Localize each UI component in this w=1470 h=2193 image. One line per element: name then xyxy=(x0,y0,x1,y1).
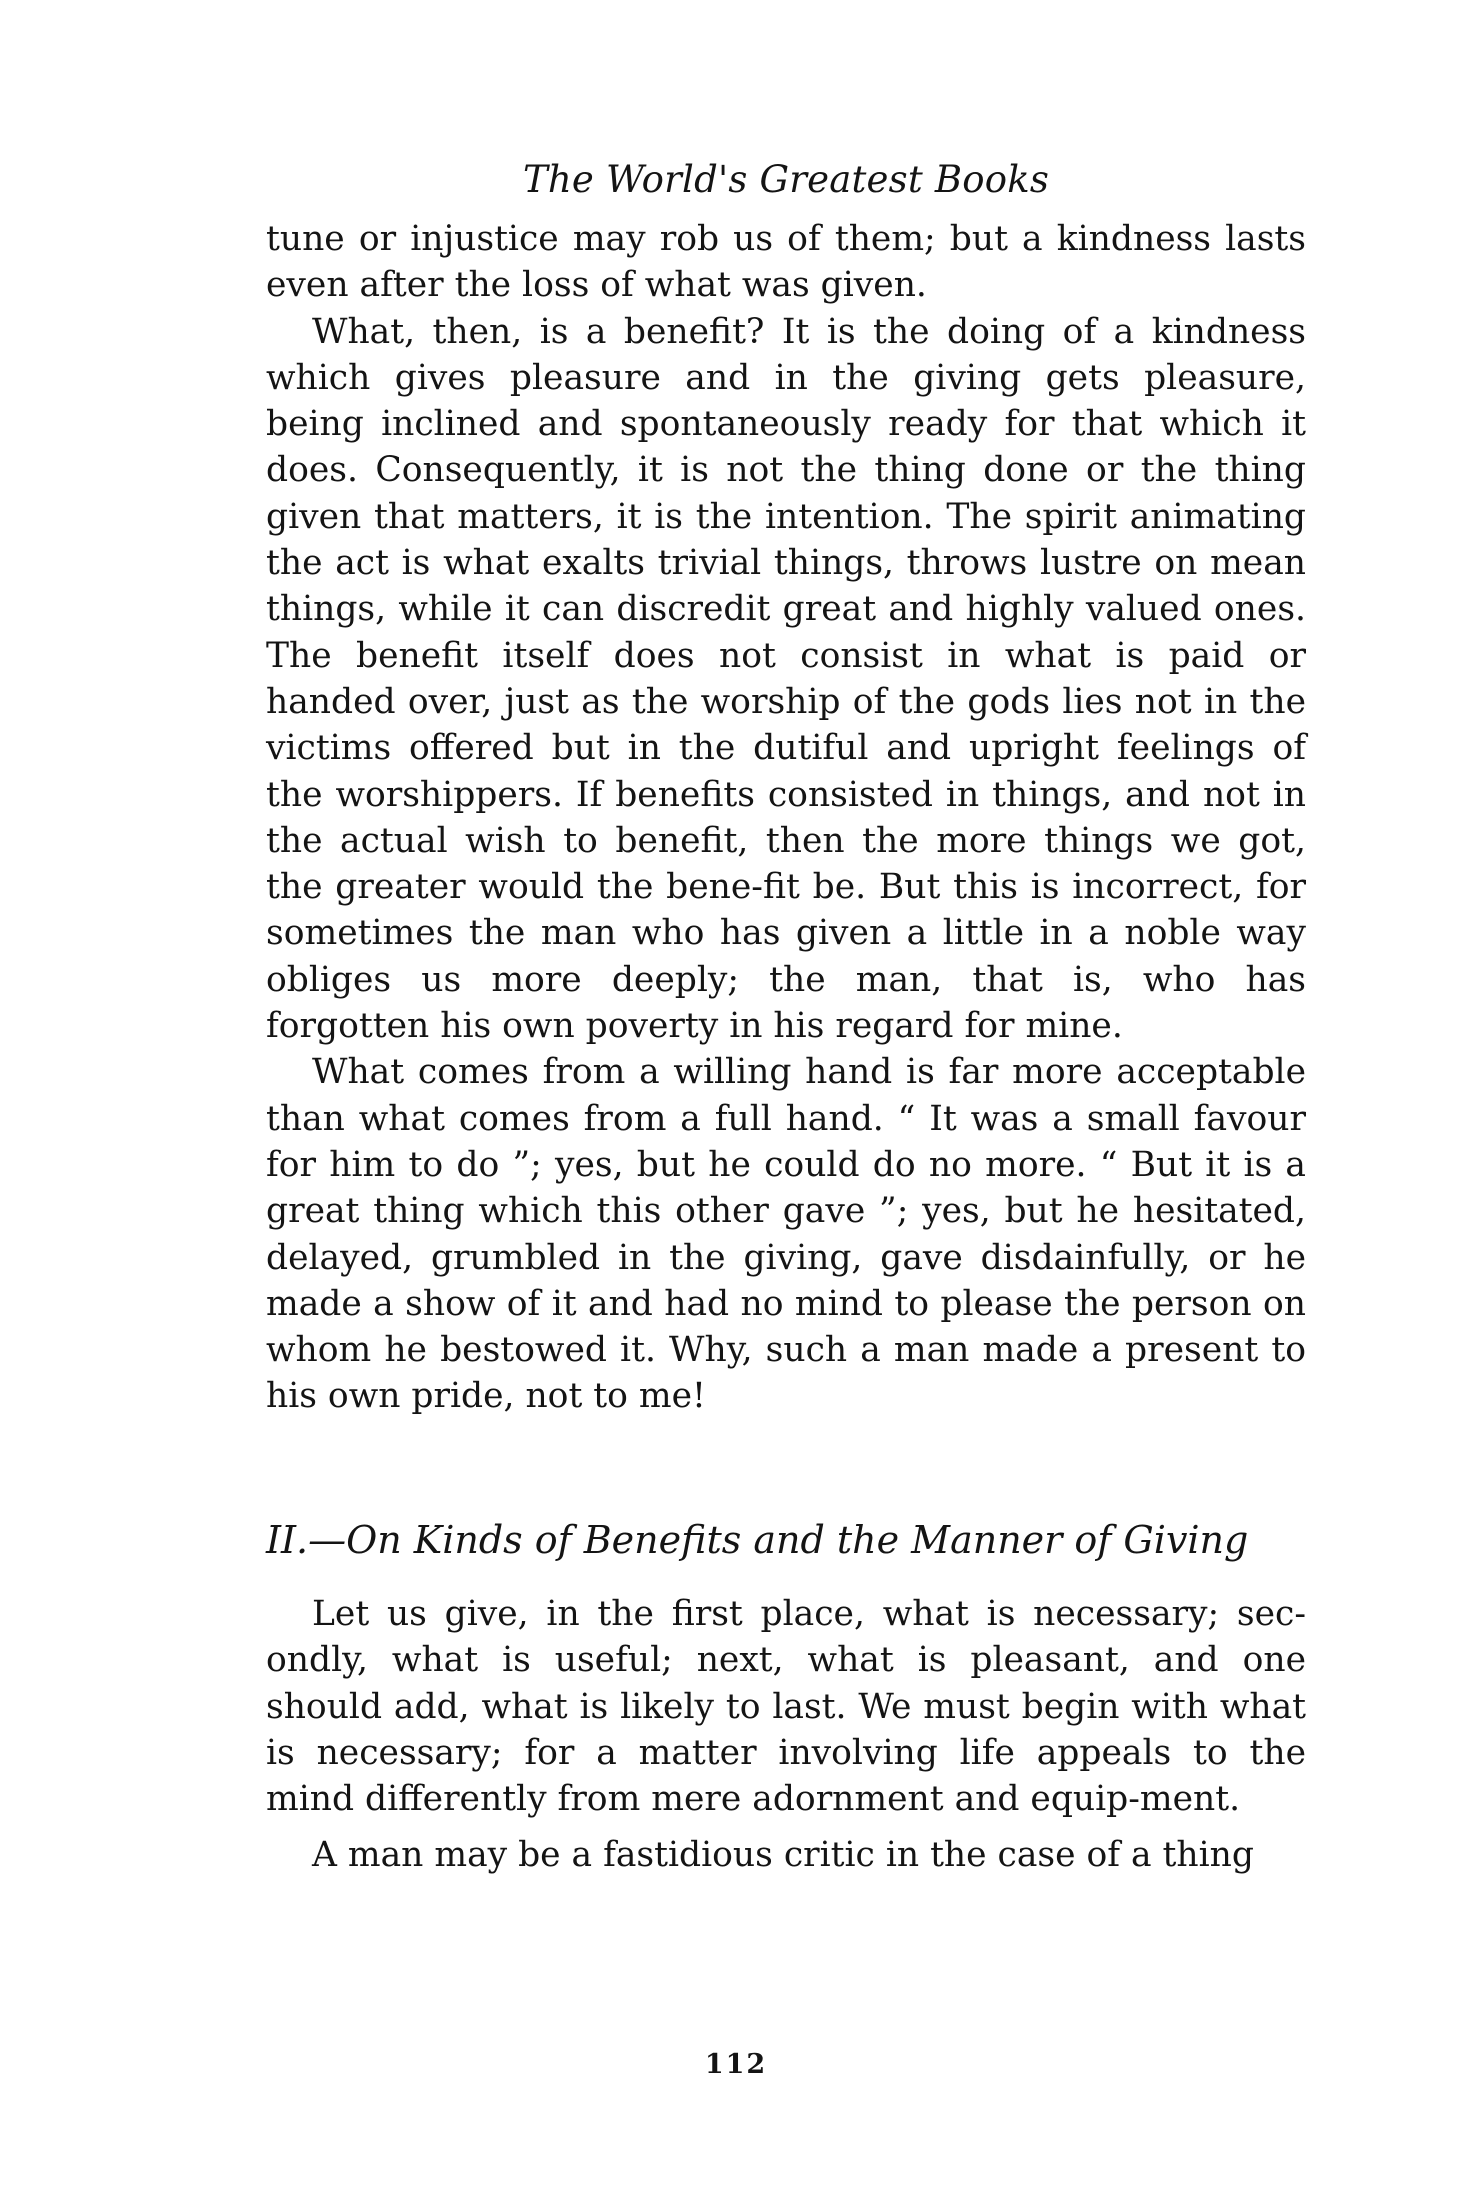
paragraph-continuation: tune or injustice may rob us of them; but a kindness lasts even after the loss of what was given. xyxy=(266,219,1306,306)
paragraph-what-is-a-benefit: What, then, is a benefit? It is the doing of a kindness which gives pleasure and in the giving gets pleasure, being inclined and spontaneously ready for that which it does. Consequently, it is not the thing done or the thing given that matters, it is the intention. The spirit animating the act is what exalts trivial things, throws lustre on mean things, while it can discredit great and highly valued ones. The benefit itself does not consist in what is paid or handed over, just as the worship of the gods lies not in the victims offered but in the dutiful and upright feelings of the worshippers. If benefits consisted in things, and not in the actual wish to benefit, then the more things we got, the greater would the bene-fit be. But this is incorrect, for sometimes the man who has given a little in a noble way obliges us more deeply; the man, that is, who has forgotten his own poverty in his regard for mine. xyxy=(266,311,1306,1047)
paragraph-what-to-give: Let us give, in the first place, what is necessary; sec-ondly, what is useful; next, what is pleasant, and one should add, what is likely to last. We must begin with what is necessary; for a matter involving life appeals to the mind differently from mere adornment and equip-ment. xyxy=(266,1594,1306,1820)
running-title: The World's Greatest Books xyxy=(522,158,1050,201)
section-text xyxy=(266,1591,1306,1879)
section-heading: II.—On Kinds of Benefits and the Manner of Giving xyxy=(266,1518,1249,1562)
body-text xyxy=(266,216,1306,1420)
paragraph-willing-hand: What comes from a willing hand is far more acceptable than what comes from a full hand. “ It was a small favour for him to do ”; yes, but he could do no more. “ But it is a great thing which this other gave ”; yes, but he hesitated, delayed, grumbled in the giving, gave disdainfully, or he made a show of it and had no mind to please the person on whom he bestowed it. Why, such a man made a present to his own pride, not to me! xyxy=(266,1052,1306,1417)
paragraph-fastidious-critic: A man may be a fastidious critic in the case of a thing xyxy=(312,1835,1254,1876)
page-number: 112 xyxy=(704,2049,768,2080)
